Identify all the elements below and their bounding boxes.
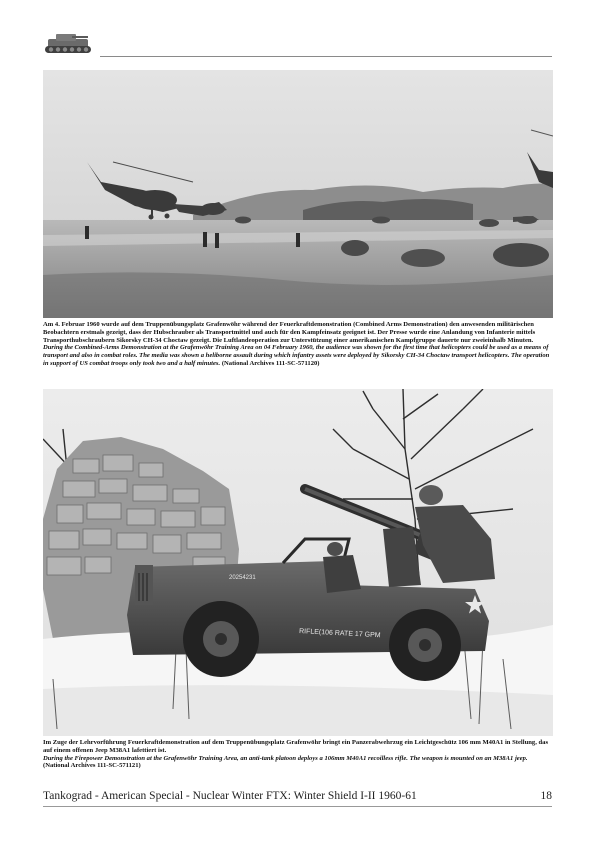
photo1-caption-english: During the Combined-Arms Demonstration at the Grafenwöhr Training Area on 04 February 1960, the audience was shown for the first time that helicopters could be used as a means of transport and also in combat roles. The media was shown a heliborne assault during which infantry assets were deployed by Sikorsky CH-34 Choctaw transport helicopters. The operation in support of US combat troops only took two and a half minutes. — [43, 344, 550, 367]
photo-jeep-recoilless-rifle — [43, 389, 553, 736]
footer-title: Tankograd - American Special - Nuclear Winter FTX: Winter Shield I-II 1960-61 — [43, 790, 417, 802]
photo2-caption-english: During the Firepower Demonstration at the Grafenwöhr Training Area, an anti-tank platoon deploys a 106mm M40A1 recoilless rifle. The weapon is mounted on an M38A1 jeep. — [43, 754, 528, 762]
header-rule — [100, 56, 552, 57]
photo2-credit: (National Archives 111-SC-571121) — [43, 762, 141, 770]
jeep-number-marking: 20254231 — [229, 575, 256, 581]
photo1-caption — [43, 321, 553, 368]
tank-icon — [42, 30, 94, 56]
photo2-caption-german: Im Zuge der Lehrvorführung Feuerkraftdemonstration auf dem Truppenübungsplatz Grafenwöhr bringt ein Panzerabwehrzug ein Leichtgeschütz 106 mm M40A1 in Stellung, das auf einem offenen Jeep M38A1 lafettiert ist. — [43, 739, 549, 754]
photo-helicopter-assault — [43, 70, 553, 318]
page-number: 18 — [540, 790, 552, 802]
photo2-caption — [43, 739, 553, 770]
jeep-side-marking: RIFLE(106 RATE 17 GPM — [298, 628, 381, 640]
photo1-credit: (National Archives 111-SC-571120) — [221, 359, 320, 367]
footer-rule — [43, 806, 552, 807]
photo1-caption-german: Am 4. Februar 1960 wurde auf dem Truppenübungsplatz Grafenwöhr während der Feuerkraftdemonstration (Combined Arms Demonstration) den anwesenden militärischen Beobachtern erstmals gezeigt, dass der Hubschrauber als Transportmittel und auch für den Kampfeinsatz geeignet ist. Der Presse wurde eine Anlandung von Infanterie mittels Transporthubschraubern Sikorsky CH-34 Choctaw gezeigt. Die Luftlandeoperation zur Unterstützung einer amerikanischen Kampfgruppe dauerte nur zweieinhalb Minuten. — [43, 321, 536, 344]
